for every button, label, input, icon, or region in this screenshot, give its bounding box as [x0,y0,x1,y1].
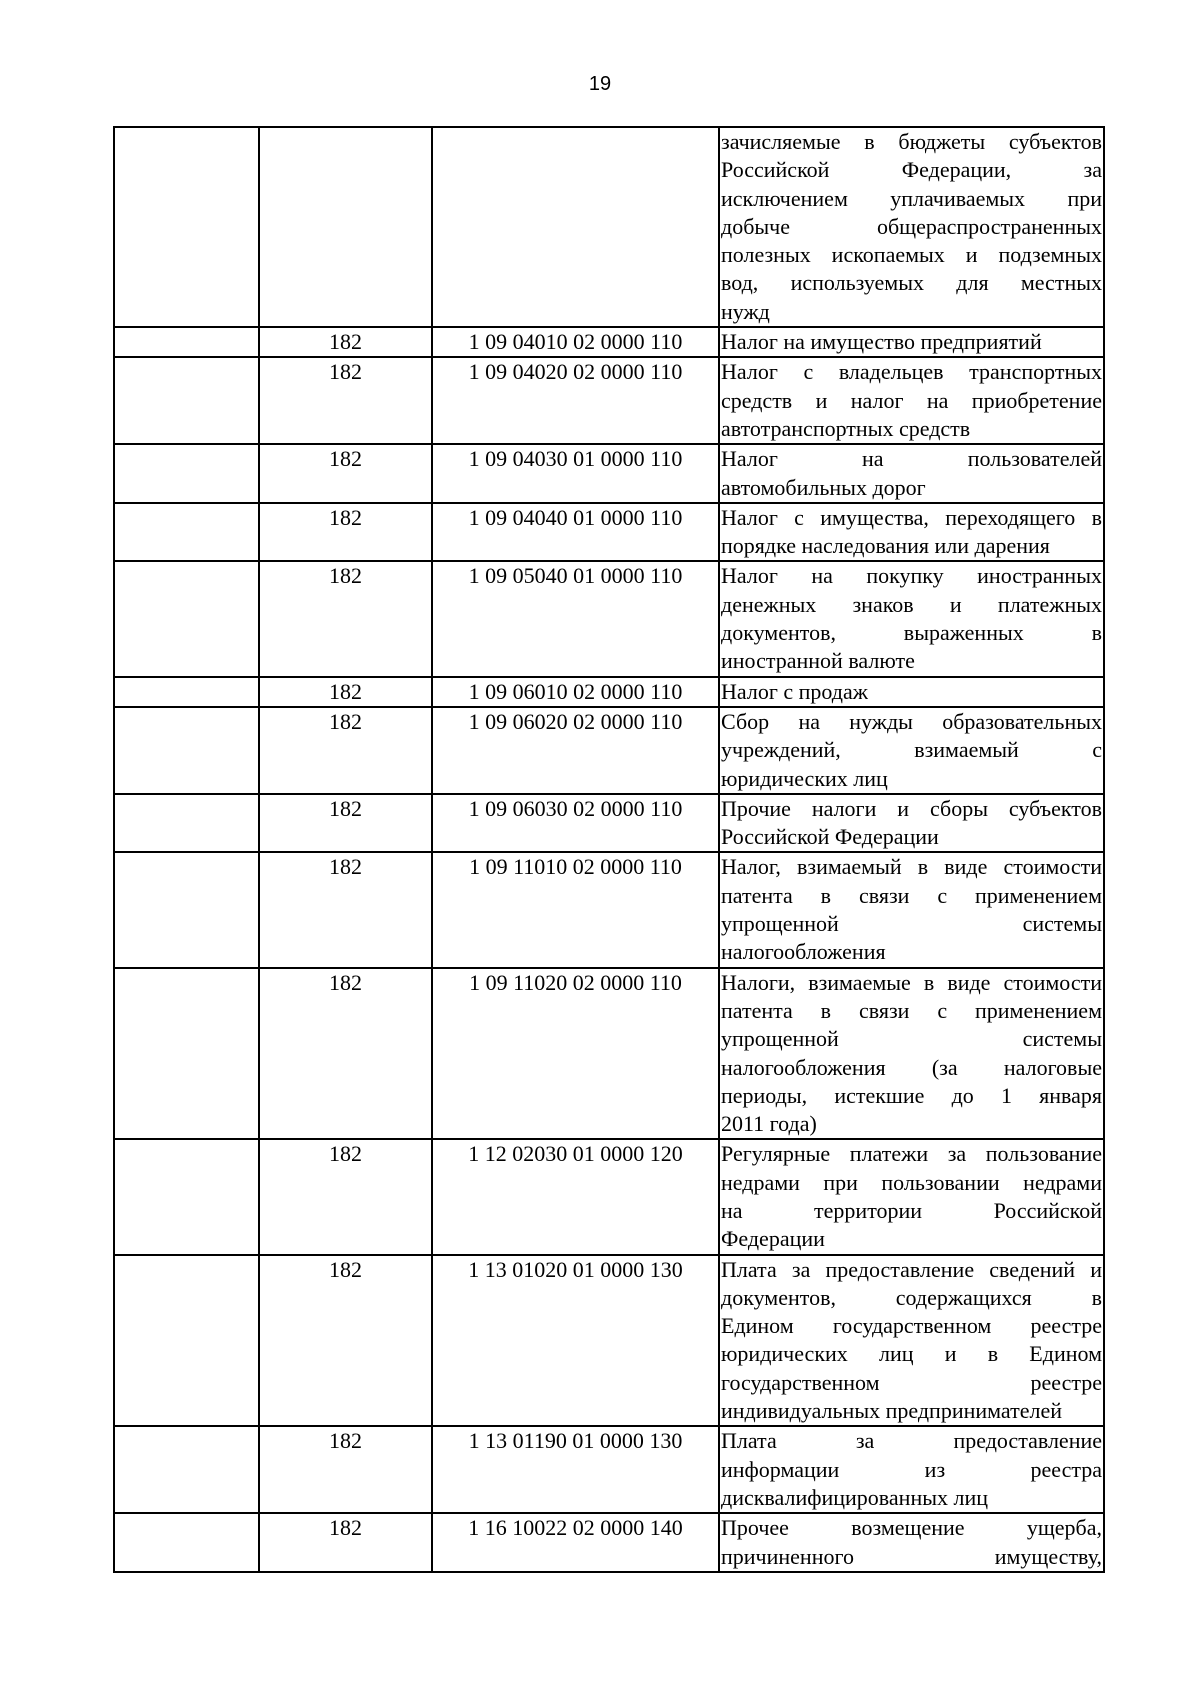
empty-cell [114,1513,259,1572]
administrator-code-cell [259,127,432,327]
revenue-code-cell: 1 09 04040 01 0000 110 [432,503,719,562]
revenue-name-cell [719,1255,1104,1427]
page-number: 19 [588,73,612,95]
revenue-code-cell: 1 13 01190 01 0000 130 [432,1426,719,1513]
revenue-name-line: Налог с владельцев транспортных [721,359,1102,385]
revenue-name-line: учреждений, взимаемый с [721,737,1102,763]
revenue-code-cell: 1 09 06010 02 0000 110 [432,677,719,707]
revenue-name-line: Сбор на нужды образовательных [721,708,1102,734]
revenue-name-line: Налог на покупку иностранных [721,563,1102,589]
revenue-name-line: налогообложения [721,939,886,965]
table-row [114,1426,1104,1513]
revenue-name-line: на территории Российской [721,1197,1102,1223]
administrator-code-cell: 182 [259,968,432,1140]
revenue-code-cell: 1 09 06030 02 0000 110 [432,794,719,853]
revenue-name-line: упрощенной системы [721,1026,1102,1052]
administrator-code-cell: 182 [259,503,432,562]
revenue-code-cell: 1 09 05040 01 0000 110 [432,561,719,676]
empty-cell [114,327,259,357]
revenue-name-line: нужд [721,298,770,324]
revenue-name-line: иностранной валюте [721,648,915,674]
revenue-name-line: Федерации [721,1226,825,1252]
revenue-name-cell [719,444,1104,503]
revenue-code-cell: 1 09 04030 01 0000 110 [432,444,719,503]
revenue-name-line: дисквалифицированных лиц [721,1484,989,1510]
revenue-name-line: государственном реестре [721,1369,1102,1395]
revenue-name-line: порядке наследования или дарения [721,533,1050,559]
table-row [114,852,1104,967]
empty-cell [114,561,259,676]
revenue-name-line: автотранспортных средств [721,415,971,441]
table-row [114,503,1104,562]
revenue-name-line: денежных знаков и платежных [721,591,1102,617]
revenue-name-line: Налог на имущество предприятий [721,329,1042,355]
administrator-code-cell: 182 [259,327,432,357]
table-row [114,794,1104,853]
empty-cell [114,127,259,327]
revenue-name-line: патента в связи с применением [721,882,1102,908]
revenue-name-cell [719,127,1104,327]
revenue-name-line: зачисляемые в бюджеты субъектов [721,129,1102,154]
administrator-code-cell: 182 [259,707,432,794]
revenue-name-line: юридических лиц [721,765,888,791]
revenue-name-line: недрами при пользовании недрами [721,1169,1102,1195]
administrator-code-cell: 182 [259,794,432,853]
empty-cell [114,503,259,562]
table-row [114,677,1104,707]
revenue-name-line: Налоги, взимаемые в виде стоимости [721,969,1102,995]
administrator-code-cell: 182 [259,852,432,967]
table-row [114,327,1104,357]
administrator-code-cell: 182 [259,1139,432,1254]
revenue-name-cell [719,357,1104,444]
empty-cell [114,852,259,967]
revenue-name-line: Налог на пользователей [721,446,1102,472]
revenue-code-cell [432,127,719,327]
revenue-name-line: 2011 года) [721,1111,817,1137]
budget-codes-table [113,126,1105,1573]
revenue-name-line: Регулярные платежи за пользование [721,1141,1102,1167]
revenue-code-cell: 1 09 04020 02 0000 110 [432,357,719,444]
revenue-name-line: вод, используемых для местных [721,270,1102,296]
revenue-name-cell [719,561,1104,676]
administrator-code-cell: 182 [259,357,432,444]
revenue-name-line: Прочее возмещение ущерба, [721,1515,1102,1541]
table-row [114,561,1104,676]
empty-cell [114,1139,259,1254]
empty-cell [114,707,259,794]
table-row [114,357,1104,444]
revenue-name-line: Налог с продаж [721,678,868,704]
revenue-name-cell [719,327,1104,357]
empty-cell [114,1255,259,1427]
revenue-name-line: Российской Федерации [721,824,939,850]
table-row [114,127,1104,327]
revenue-code-cell: 1 09 04010 02 0000 110 [432,327,719,357]
administrator-code-cell: 182 [259,444,432,503]
empty-cell [114,794,259,853]
revenue-name-line: Российской Федерации, за [721,157,1102,183]
table-row [114,1139,1104,1254]
revenue-name-line: информации из реестра [721,1456,1102,1482]
administrator-code-cell: 182 [259,1255,432,1427]
revenue-code-cell: 1 09 11010 02 0000 110 [432,852,719,967]
revenue-code-cell: 1 09 06020 02 0000 110 [432,707,719,794]
revenue-name-line: Плата за предоставление [721,1428,1102,1454]
revenue-name-line: Едином государственном реестре [721,1313,1102,1339]
revenue-name-cell [719,1426,1104,1513]
revenue-code-cell: 1 13 01020 01 0000 130 [432,1255,719,1427]
revenue-name-line: периоды, истекшие до 1 января [721,1082,1102,1108]
revenue-name-line: Плата за предоставление сведений и [721,1256,1102,1282]
revenue-name-cell [719,1513,1104,1572]
table-row [114,968,1104,1140]
empty-cell [114,1426,259,1513]
revenue-name-line: средств и налог на приобретение [721,387,1102,413]
revenue-name-line: Налог с имущества, переходящего в [721,504,1102,530]
revenue-code-cell: 1 12 02030 01 0000 120 [432,1139,719,1254]
revenue-name-cell [719,794,1104,853]
table-row [114,1513,1104,1572]
revenue-name-cell [719,677,1104,707]
revenue-name-line: документов, выраженных в [721,620,1102,646]
revenue-name-line: Налог, взимаемый в виде стоимости [721,854,1102,880]
empty-cell [114,968,259,1140]
revenue-name-line: документов, содержащихся в [721,1284,1102,1310]
table-row [114,707,1104,794]
administrator-code-cell: 182 [259,677,432,707]
empty-cell [114,357,259,444]
revenue-name-cell [719,968,1104,1140]
revenue-name-line: исключением уплачиваемых при [721,185,1102,211]
administrator-code-cell: 182 [259,561,432,676]
empty-cell [114,444,259,503]
revenue-name-cell [719,503,1104,562]
revenue-name-line: индивидуальных предпринимателей [721,1398,1062,1424]
table-row [114,444,1104,503]
revenue-name-cell [719,852,1104,967]
table-row [114,1255,1104,1427]
empty-cell [114,677,259,707]
revenue-name-line: упрощенной системы [721,911,1102,937]
administrator-code-cell: 182 [259,1513,432,1572]
revenue-name-cell [719,1139,1104,1254]
revenue-name-line: Прочие налоги и сборы субъектов [721,795,1102,821]
revenue-code-cell: 1 09 11020 02 0000 110 [432,968,719,1140]
revenue-name-line: автомобильных дорог [721,474,926,500]
revenue-name-cell [719,707,1104,794]
table-body [114,127,1104,1572]
revenue-name-line: причиненного имуществу, [721,1543,1102,1569]
revenue-name-line: добыче общераспространенных [721,213,1102,239]
revenue-name-line: налогообложения (за налоговые [721,1054,1102,1080]
revenue-name-line: юридических лиц и в Едином [721,1341,1102,1367]
revenue-code-cell: 1 16 10022 02 0000 140 [432,1513,719,1572]
revenue-name-line: патента в связи с применением [721,997,1102,1023]
administrator-code-cell: 182 [259,1426,432,1513]
revenue-name-line: полезных ископаемых и подземных [721,242,1102,268]
